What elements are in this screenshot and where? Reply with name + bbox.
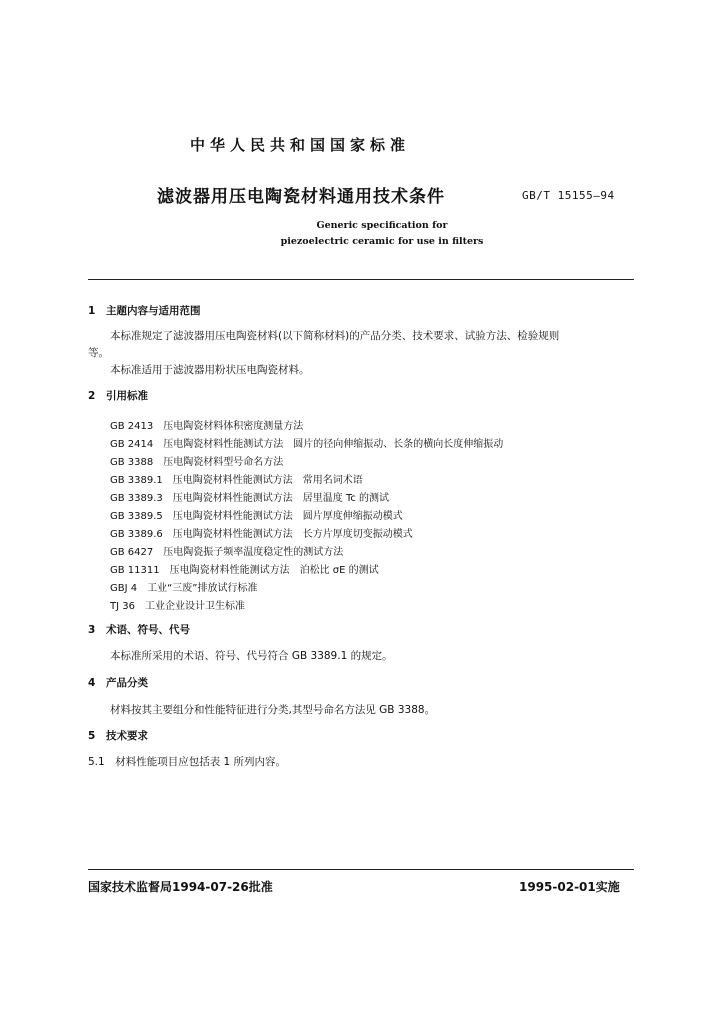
section-4-title: 产品分类	[106, 677, 148, 689]
section-3-title: 术语、符号、代号	[106, 624, 190, 636]
document-title: 滤波器用压电陶瓷材料通用技术条件	[157, 187, 445, 207]
section-1-paragraph-2: 本标准适用于滤波器用粉状压电陶瓷材料。	[110, 364, 310, 376]
section-3-number: 3	[88, 624, 96, 636]
reference-item: GB 3388 压电陶瓷材料型号命名方法	[110, 457, 284, 468]
section-4-number: 4	[88, 677, 96, 689]
effective-date: 1995-02-01实施	[519, 880, 620, 894]
section-2-title: 引用标准	[106, 390, 148, 402]
section-2-number: 2	[88, 390, 96, 402]
section-3-paragraph: 本标准所采用的术语、符号、代号符合 GB 3389.1 的规定。	[110, 650, 393, 662]
section-1-heading	[88, 303, 201, 318]
english-title-line-1: Generic specification for	[316, 220, 448, 231]
reference-item: GB 11311 压电陶瓷材料性能测试方法 泊松比 σE 的测试	[110, 565, 379, 576]
section-1-paragraph-1-cont: 等。	[88, 347, 109, 359]
reference-item: GB 3389.5 压电陶瓷材料性能测试方法 圆片厚度伸缩振动模式	[110, 511, 403, 522]
section-2-heading	[88, 388, 148, 403]
reference-item: GB 6427 压电陶瓷振子频率温度稳定性的测试方法	[110, 547, 344, 558]
reference-item: TJ 36 工业企业设计卫生标准	[110, 601, 245, 612]
section-1-number: 1	[88, 305, 96, 317]
english-title-line-2: piezoelectric ceramic for use in filters	[280, 236, 484, 247]
section-5-number: 5	[88, 730, 96, 742]
national-standard-heading: 中华人民共和国国家标准	[190, 136, 411, 154]
header-rule	[88, 279, 634, 280]
section-5-title: 技术要求	[106, 730, 148, 742]
section-5-heading	[88, 728, 148, 743]
section-4-paragraph: 材料按其主要组分和性能特征进行分类,其型号命名方法见 GB 3388。	[110, 704, 436, 716]
section-3-heading	[88, 622, 190, 637]
reference-item: GBJ 4 工业“三废”排放试行标准	[110, 583, 258, 594]
reference-item: GB 3389.3 压电陶瓷材料性能测试方法 居里温度 Tc 的测试	[110, 493, 390, 504]
clause-5-1: 5.1 材料性能项目应包括表 1 所列内容。	[88, 756, 287, 768]
standard-number: GB/T 15155—94	[522, 189, 615, 202]
reference-item: GB 2414 压电陶瓷材料性能测试方法 圆片的径向伸缩振动、长条的横向长度伸缩振动	[110, 439, 504, 450]
reference-item: GB 3389.1 压电陶瓷材料性能测试方法 常用名词术语	[110, 475, 363, 486]
section-4-heading	[88, 675, 148, 690]
section-1-title: 主题内容与适用范围	[106, 305, 201, 317]
approval-date: 国家技术监督局1994-07-26批准	[88, 880, 273, 894]
footer-rule	[88, 869, 634, 870]
reference-item: GB 3389.6 压电陶瓷材料性能测试方法 长方片厚度切变振动模式	[110, 529, 413, 540]
reference-item: GB 2413 压电陶瓷材料体积密度测量方法	[110, 421, 304, 432]
section-1-paragraph-1: 本标准规定了滤波器用压电陶瓷材料(以下简称材料)的产品分类、技术要求、试验方法、检验规则	[110, 330, 560, 342]
